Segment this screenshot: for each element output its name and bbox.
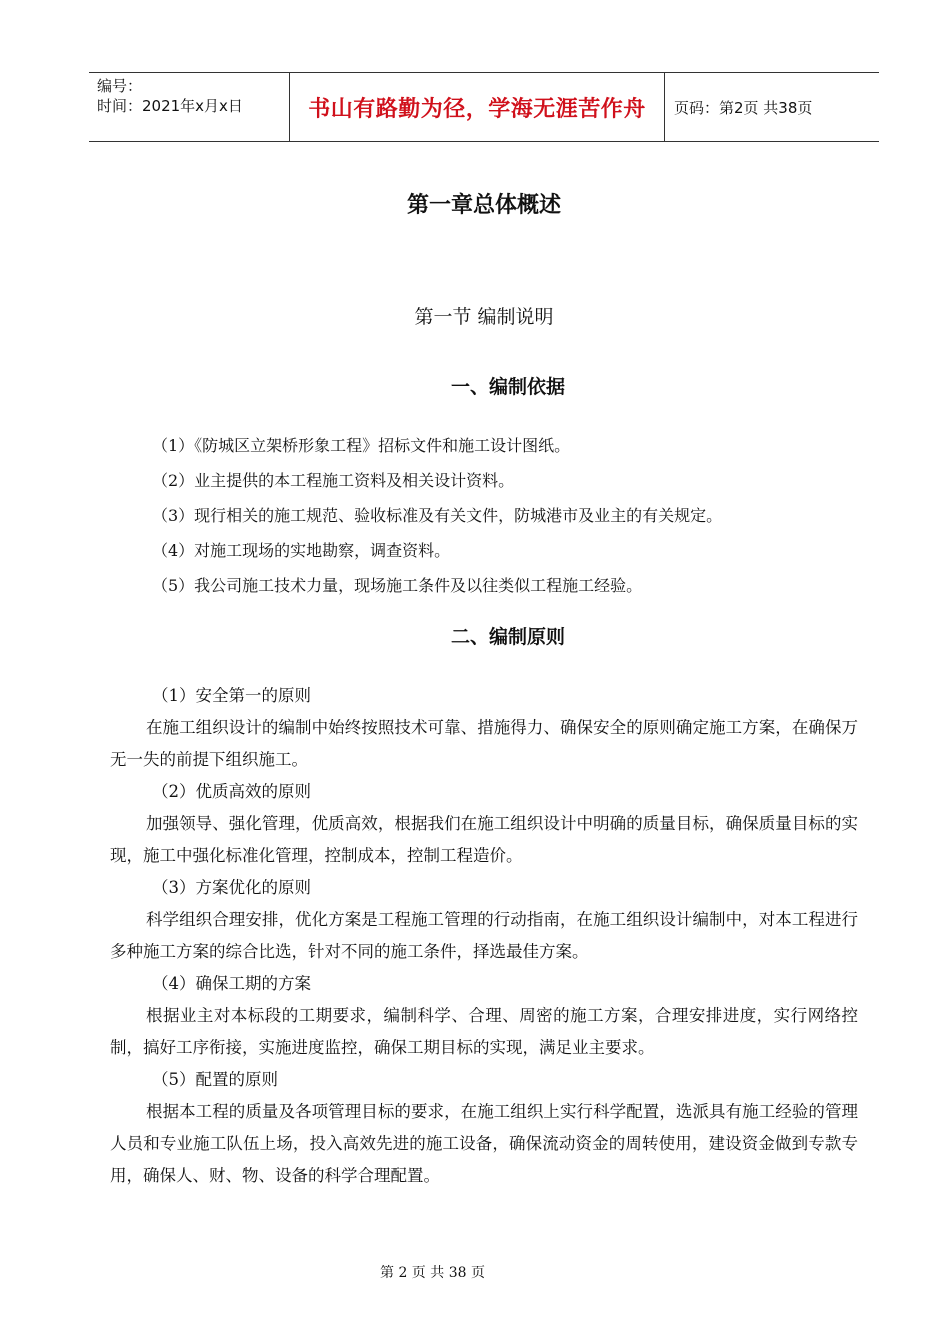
principle-title: （2）优质高效的原则 xyxy=(152,782,311,801)
principle-text: 根据业主对本标段的工期要求，编制科学、合理、周密的施工方案，合理安排进度，实行网络控制，搞好工序衔接，实施进度监控，确保工期目标的实现，满足业主要求。 xyxy=(110,1006,858,1057)
basis-list xyxy=(110,428,858,603)
page-header xyxy=(89,72,879,142)
principles-heading: 二、编制原则 xyxy=(450,626,565,648)
header-meta xyxy=(89,73,289,141)
header-page-label: 页码：第2页 共38页 xyxy=(674,98,813,117)
page-footer: 第 2 页 共 38 页 xyxy=(380,1265,485,1281)
list-item: （5）我公司施工技术力量，现场施工条件及以往类似工程施工经验。 xyxy=(152,576,643,595)
principle-text: 科学组织合理安排，优化方案是工程施工管理的行动指南，在施工组织设计编制中，对本工程进行多种施工方案的综合比选，针对不同的施工条件，择选最佳方案。 xyxy=(110,910,858,961)
principle-title: （4）确保工期的方案 xyxy=(152,974,311,993)
header-motto-cell xyxy=(289,73,665,141)
list-item: （3）现行相关的施工规范、验收标准及有关文件，防城港市及业主的有关规定。 xyxy=(152,506,723,525)
time-label: 时间：2021年x月x日 xyxy=(97,97,243,115)
principle-text: 在施工组织设计的编制中始终按照技术可靠、措施得力、确保安全的原则确定施工方案，在确保万无一失的前提下组织施工。 xyxy=(110,718,858,769)
motto: 书山有路勤为径，学海无涯苦作舟 xyxy=(308,96,646,122)
principles-body xyxy=(110,680,858,1192)
basis-heading: 一、编制依据 xyxy=(450,376,565,398)
principle-title: （3）方案优化的原则 xyxy=(152,878,311,897)
principle-title: （1）安全第一的原则 xyxy=(152,686,311,705)
principle-text: 根据本工程的质量及各项管理目标的要求，在施工组织上实行科学配置，选派具有施工经验的管理人员和专业施工队伍上场，投入高效先进的施工设备，确保流动资金的周转使用，建设资金做到专款专用，确保人、财、物、设备的科学合理配置。 xyxy=(110,1102,858,1185)
section-title: 第一节 编制说明 xyxy=(414,306,554,328)
principle-text: 加强领导、强化管理，优质高效，根据我们在施工组织设计中明确的质量目标，确保质量目标的实现，施工中强化标准化管理，控制成本，控制工程造价。 xyxy=(110,814,858,865)
list-item: （1）《防城区立架桥形象工程》招标文件和施工设计图纸。 xyxy=(152,436,571,455)
list-item: （2）业主提供的本工程施工资料及相关设计资料。 xyxy=(152,471,515,490)
principle-title: （5）配置的原则 xyxy=(152,1070,278,1089)
number-label: 编号： xyxy=(97,77,143,95)
chapter-title: 第一章总体概述 xyxy=(406,193,561,218)
list-item: （4）对施工现场的实地勘察，调查资料。 xyxy=(152,541,451,560)
